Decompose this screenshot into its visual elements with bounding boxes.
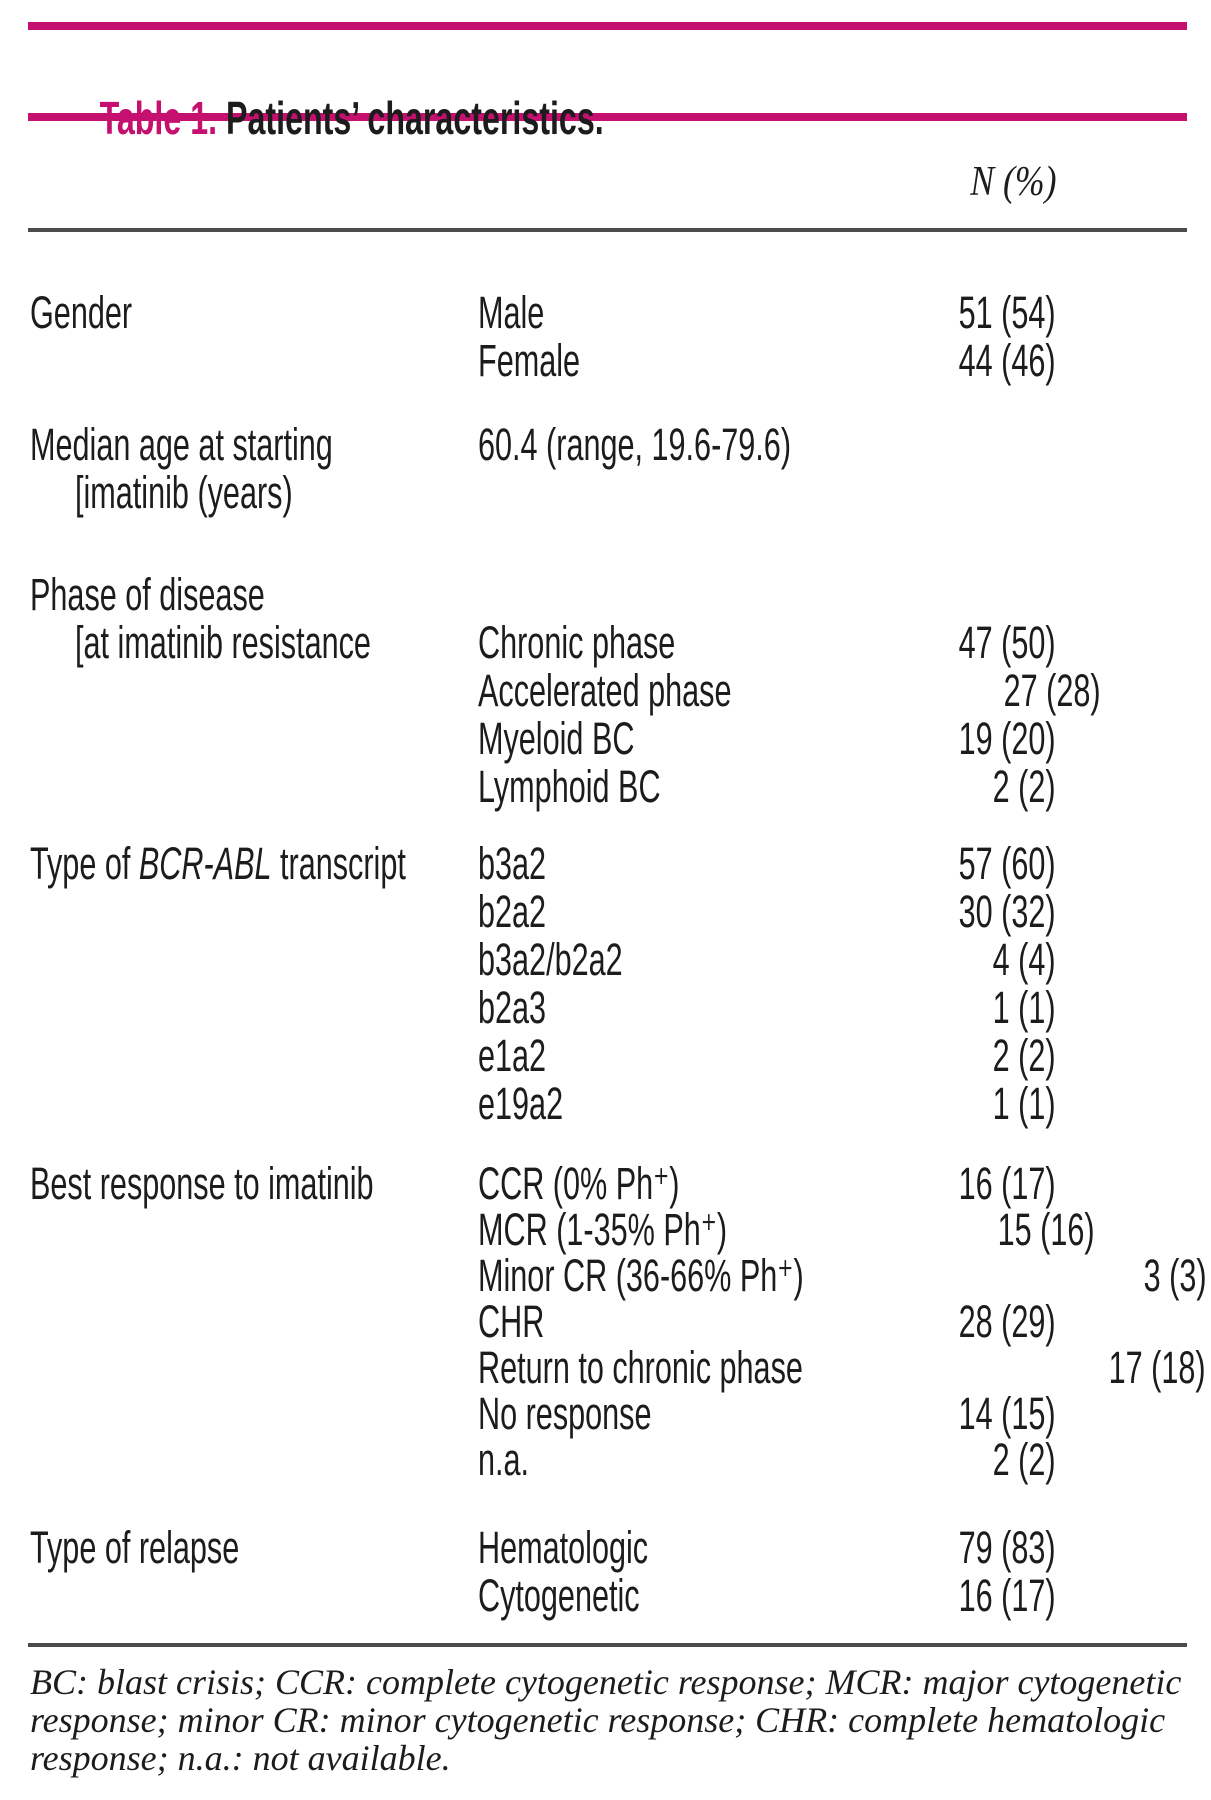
row-value: 15 (16)	[997, 1204, 1095, 1255]
table-row	[28, 571, 1187, 619]
row-label: MCR (1-35% Ph⁺)	[478, 1204, 728, 1255]
value-column-header: N (%)	[969, 159, 1056, 205]
row-label: n.a.	[478, 1434, 530, 1485]
table-row	[28, 763, 1187, 811]
table-footnote	[28, 1663, 1187, 1777]
gene-name-italic: BCR-ABL	[138, 838, 272, 889]
row-category	[30, 1345, 478, 1391]
row-label: CHR	[478, 1296, 545, 1347]
row-category: Median age at starting	[30, 419, 333, 470]
row-value	[938, 421, 1188, 469]
table-row	[28, 1296, 1187, 1347]
row-label: 60.4 (range, 19.6-79.6)	[478, 419, 792, 470]
table-row	[28, 421, 1187, 469]
table-row	[28, 840, 1187, 888]
row-label: b2a3	[478, 982, 547, 1033]
table-row	[28, 619, 1187, 667]
row-category	[30, 667, 478, 715]
table-row	[28, 936, 1187, 984]
row-label: Return to chronic phase	[478, 1342, 803, 1393]
group-phase-of-disease	[28, 571, 1187, 811]
row-value: 19 (20)	[959, 713, 1056, 764]
row-label: e1a2	[478, 1030, 547, 1081]
table-row	[28, 667, 1187, 715]
table-row	[28, 888, 1187, 936]
row-value: 47 (50)	[959, 617, 1056, 668]
row-label: No response	[478, 1388, 652, 1439]
row-value: 16 (17)	[959, 1158, 1056, 1209]
table-row	[28, 289, 1187, 337]
row-label: Myeloid BC	[478, 713, 635, 764]
table-title	[28, 46, 1187, 144]
footnote-line: response; n.a.: not available.	[30, 1738, 451, 1778]
row-value: 27 (28)	[1003, 665, 1101, 716]
group-transcript-type	[28, 840, 1187, 1128]
row-label: Male	[478, 287, 545, 338]
row-label: Accelerated phase	[478, 665, 732, 716]
table-body	[28, 287, 1207, 1621]
row-category	[30, 1391, 478, 1437]
table-row	[28, 469, 1187, 517]
footnote-divider	[28, 1643, 1187, 1647]
row-value: 16 (17)	[959, 1570, 1056, 1621]
row-value: 1 (1)	[993, 1078, 1056, 1129]
row-category: Gender	[30, 287, 133, 338]
row-value: 44 (46)	[959, 335, 1056, 386]
table-number: Table 1.	[99, 92, 218, 144]
row-category: Best response to imatinib	[30, 1158, 374, 1209]
row-category	[30, 1572, 478, 1620]
row-value: 57 (60)	[959, 838, 1056, 889]
top-rule	[28, 22, 1187, 30]
row-label: Minor CR (36-66% Ph⁺)	[478, 1250, 804, 1301]
row-label: CCR (0% Ph⁺)	[478, 1158, 680, 1209]
row-value	[806, 571, 1056, 619]
table-row	[28, 715, 1187, 763]
category-text: Type of	[30, 838, 139, 889]
row-value: 79 (83)	[959, 1522, 1056, 1573]
row-value: 2 (2)	[993, 1434, 1056, 1485]
category-text: transcript	[271, 838, 406, 889]
table-container	[28, 22, 1207, 1778]
footnote-line: BC: blast crisis; CCR: complete cytogenetic response; MCR: major cytogenetic	[30, 1662, 1182, 1702]
header-divider	[28, 228, 1187, 232]
row-value: 28 (29)	[959, 1296, 1056, 1347]
table-row	[28, 1388, 1187, 1439]
table-row	[28, 1158, 1187, 1209]
table-row	[28, 1524, 1187, 1572]
row-label: Hematologic	[478, 1522, 649, 1573]
row-value: 1 (1)	[993, 982, 1056, 1033]
group-median-age	[28, 421, 1187, 517]
table-row	[28, 1032, 1187, 1080]
row-value: 51 (54)	[959, 287, 1056, 338]
row-value: 17 (18)	[1108, 1342, 1206, 1393]
row-label: Lymphoid BC	[478, 761, 661, 812]
table-row	[28, 1434, 1187, 1485]
row-category	[30, 1437, 478, 1483]
row-label: b3a2/b2a2	[478, 934, 623, 985]
row-category	[30, 1032, 478, 1080]
row-label	[478, 571, 806, 619]
row-category: Type of relapse	[30, 1522, 240, 1573]
table-row	[28, 1342, 1206, 1393]
table-row	[28, 337, 1187, 385]
row-category: Phase of disease	[30, 569, 265, 620]
row-value	[806, 469, 1056, 517]
table-row	[28, 1080, 1187, 1128]
row-label: b2a2	[478, 886, 547, 937]
row-category	[30, 337, 478, 385]
row-value: 3 (3)	[1143, 1250, 1207, 1301]
row-value: 4 (4)	[993, 934, 1056, 985]
row-category-continued: [imatinib (years)	[75, 467, 293, 518]
row-category	[30, 715, 478, 763]
row-value: 30 (32)	[959, 886, 1056, 937]
row-category	[30, 763, 478, 811]
row-category	[30, 840, 478, 888]
row-label	[478, 469, 806, 517]
row-value: 2 (2)	[993, 1030, 1056, 1081]
row-category	[30, 1299, 478, 1345]
row-category	[30, 936, 478, 984]
row-category	[30, 1080, 478, 1128]
table-row	[28, 1572, 1187, 1620]
table-row	[28, 1250, 1207, 1301]
row-label: b3a2	[478, 838, 547, 889]
row-value: 2 (2)	[993, 761, 1056, 812]
row-category	[30, 888, 478, 936]
table-caption: Patients’ characteristics.	[217, 92, 604, 144]
footnote-line: response; minor CR: minor cytogenetic response; CHR: complete hematologic	[30, 1700, 1166, 1740]
row-label: e19a2	[478, 1078, 564, 1129]
row-label: Chronic phase	[478, 617, 676, 668]
table-row	[28, 984, 1187, 1032]
table-row	[28, 1204, 1187, 1255]
row-category	[30, 1207, 478, 1253]
row-category	[30, 984, 478, 1032]
row-category-continued: [at imatinib resistance	[75, 617, 371, 668]
row-value: 14 (15)	[959, 1388, 1056, 1439]
group-gender	[28, 289, 1187, 385]
row-label: Cytogenetic	[478, 1570, 640, 1621]
group-best-response	[28, 1158, 1207, 1485]
row-label: Female	[478, 335, 581, 386]
group-relapse-type	[28, 1524, 1187, 1620]
row-category	[30, 1253, 478, 1299]
